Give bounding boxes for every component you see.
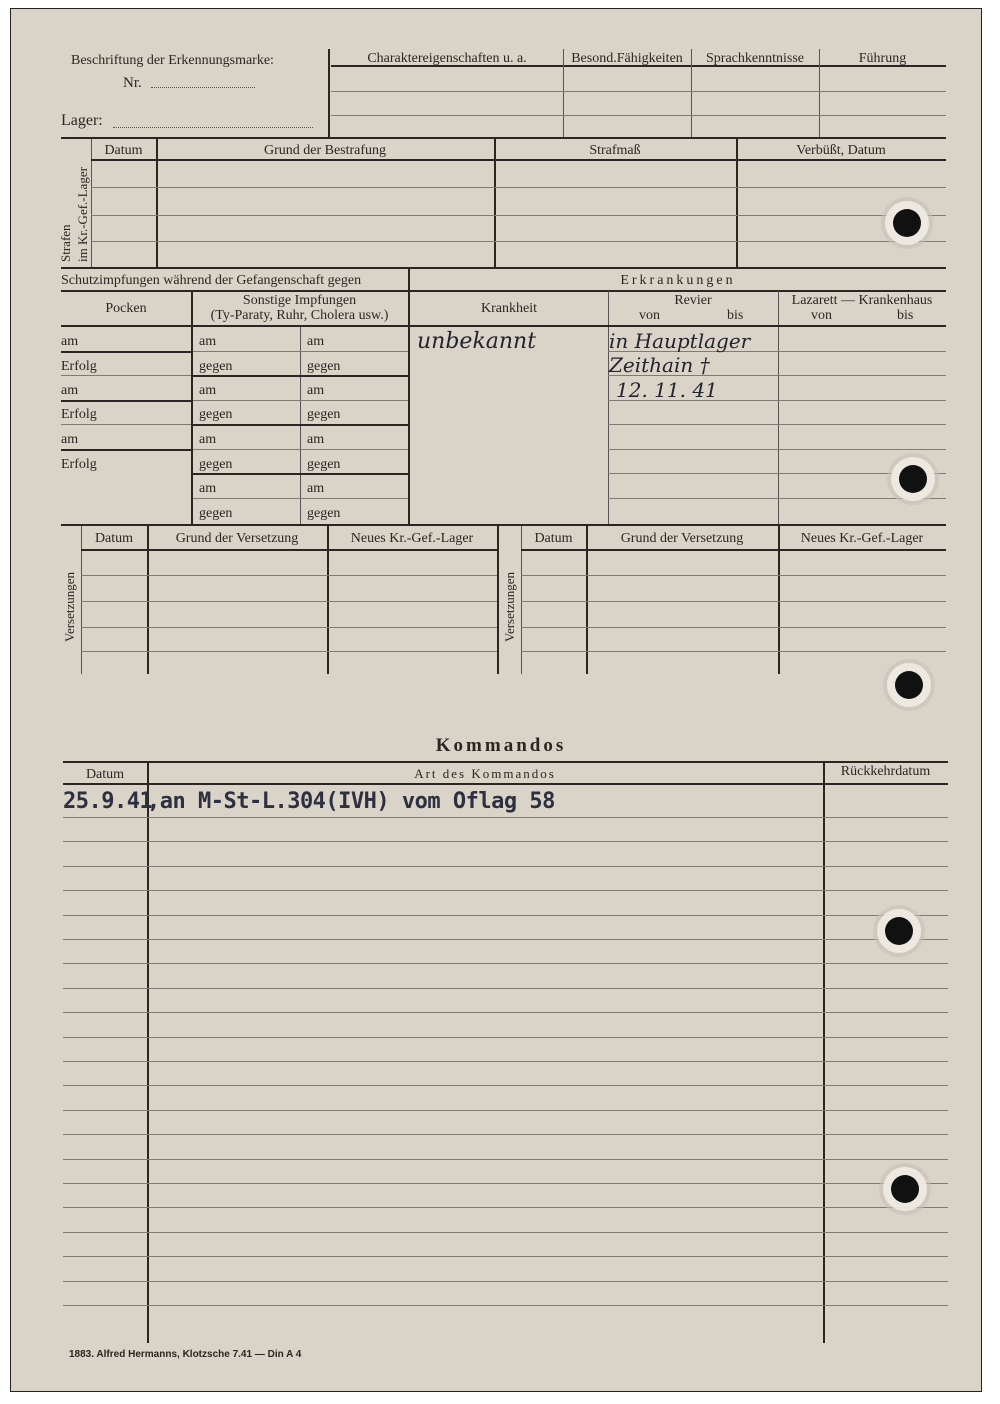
- pocken-erfolg: Erfolg: [61, 457, 97, 472]
- kommandos-row-line: [63, 1134, 948, 1135]
- header-line: [410, 290, 946, 292]
- versetzungen-side-label-left: Versetzungen: [62, 571, 77, 642]
- versetzung-datum-header: Datum: [94, 531, 134, 546]
- fuehrung-header: Führung: [858, 51, 907, 66]
- kommandos-row-line: [63, 866, 948, 867]
- kommandos-row-line: [63, 963, 948, 964]
- row-line: [81, 601, 497, 602]
- kommandos-row-line: [63, 841, 948, 842]
- krankheit-header: Krankheit: [481, 301, 537, 316]
- nr-label: Nr.: [123, 75, 142, 91]
- punch-hole: [885, 917, 913, 945]
- revier-header: Revier: [674, 293, 712, 308]
- charakter-header: Charaktereigenschaften u. a.: [367, 51, 527, 66]
- top-divider: [328, 49, 330, 137]
- rueckkehr-header: Rückkehrdatum: [840, 764, 931, 779]
- pocken-erfolg: Erfolg: [61, 359, 97, 374]
- versetzung-neues-header-2: Neues Kr.-Gef.-Lager: [800, 531, 924, 546]
- pocken-header: Pocken: [105, 301, 147, 316]
- lager-dots: [113, 127, 313, 128]
- row-line: [61, 351, 191, 353]
- sonstige-gegen: gegen: [307, 506, 341, 521]
- printer-imprint: 1883. Alfred Hermanns, Klotzsche 7.41 — Din A 4: [69, 1349, 302, 1360]
- pocken-am: am: [61, 334, 79, 349]
- sonstige-am: am: [307, 383, 325, 398]
- row-line: [608, 498, 946, 499]
- row-line: [608, 424, 946, 425]
- sonstige-gegen: gegen: [199, 506, 233, 521]
- lazarett-von: von: [811, 308, 832, 323]
- sonstige-am: am: [199, 481, 217, 496]
- faehigkeiten-header: Besond.Fähigkeiten: [571, 51, 683, 66]
- kommandos-row-line: [63, 988, 948, 989]
- versetzung-neues-header: Neues Kr.-Gef.-Lager: [350, 531, 474, 546]
- row-line: [193, 424, 408, 426]
- row-line: [91, 241, 946, 242]
- header-line: [81, 549, 497, 551]
- strafen-side-label-2: im Kr.-Gef.-Lager: [75, 167, 90, 262]
- kommandos-title: Kommandos: [435, 735, 567, 756]
- row-line: [61, 400, 191, 402]
- row-line: [331, 115, 946, 116]
- row-line: [521, 651, 946, 652]
- revier-entry-line3: 12. 11. 41: [616, 378, 718, 402]
- row-line: [193, 473, 408, 475]
- strafen-side-label: Strafen: [58, 224, 73, 262]
- versetzung-grund-header: Grund der Versetzung: [175, 531, 299, 546]
- kommandos-row-line: [63, 939, 948, 940]
- header-line: [63, 761, 948, 763]
- sonstige-gegen: gegen: [307, 457, 341, 472]
- pow-record-card: [10, 8, 982, 1392]
- sonstige-gegen: gegen: [199, 359, 233, 374]
- section-divider: [61, 137, 946, 139]
- lazarett-header: Lazarett — Krankenhaus: [791, 293, 933, 308]
- kommandos-row-line: [63, 915, 948, 916]
- row-line: [521, 601, 946, 602]
- header-line: [521, 549, 946, 551]
- header-line: [61, 290, 408, 292]
- header-line: [63, 783, 948, 785]
- punch-hole: [891, 1175, 919, 1203]
- pocken-am: am: [61, 432, 79, 447]
- sonstige-am: am: [199, 334, 217, 349]
- revier-entry-line2: Zeithain †: [609, 353, 710, 377]
- revier-von: von: [639, 308, 660, 323]
- sonstige-am: am: [307, 481, 325, 496]
- kommandos-art-header: Art des Kommandos: [414, 766, 556, 781]
- kommandos-row-line: [63, 1183, 948, 1184]
- row-line: [193, 498, 408, 499]
- lazarett-bis: bis: [897, 308, 914, 323]
- strafmass-header: Strafmaß: [589, 143, 641, 158]
- sonstige-am: am: [199, 383, 217, 398]
- row-line: [81, 651, 497, 652]
- header-line: [410, 325, 946, 327]
- col-line: [497, 526, 499, 674]
- row-line: [331, 91, 946, 92]
- section-divider: [61, 267, 946, 269]
- punch-hole: [899, 465, 927, 493]
- row-line: [608, 473, 946, 474]
- nr-dots: [151, 87, 255, 88]
- sonstige-gegen: gegen: [307, 407, 341, 422]
- lager-label: Lager:: [61, 112, 103, 129]
- punch-hole: [893, 209, 921, 237]
- row-line: [61, 375, 191, 376]
- impfungen-title: Schutzimpfungen während der Gefangenschaft gegen: [61, 273, 362, 288]
- row-line: [61, 424, 191, 425]
- header-line: [91, 159, 946, 161]
- row-line: [193, 375, 408, 377]
- strafen-datum-header: Datum: [104, 143, 143, 158]
- versetzung-datum-header-2: Datum: [534, 531, 573, 546]
- header-line: [61, 325, 408, 327]
- row-line: [521, 627, 946, 628]
- strafen-grund-header: Grund der Bestrafung: [263, 143, 387, 158]
- kommandos-row-line: [63, 817, 948, 818]
- section-divider: [61, 524, 946, 526]
- kommando-entry-datum: 25.9.41: [63, 789, 153, 814]
- kommandos-datum-header: Datum: [85, 767, 125, 782]
- kommandos-row-line: [63, 1281, 948, 1282]
- pocken-am: am: [61, 383, 79, 398]
- revier-entry-line1: in Hauptlager: [609, 329, 751, 353]
- kommandos-row-line: [63, 1110, 948, 1111]
- verbuesst-header: Verbüßt, Datum: [796, 143, 886, 158]
- row-line: [193, 351, 408, 352]
- punch-hole: [895, 671, 923, 699]
- row-line: [81, 627, 497, 628]
- kommandos-row-line: [63, 1159, 948, 1160]
- kommandos-row-line: [63, 1012, 948, 1013]
- row-line: [81, 575, 497, 576]
- sonstige-am: am: [307, 432, 325, 447]
- kommandos-row-line: [63, 1232, 948, 1233]
- versetzungen-side-label-right: Versetzungen: [502, 571, 517, 642]
- sonstige-subheader: (Ty-Paraty, Ruhr, Cholera usw.): [210, 308, 389, 323]
- kommando-entry-text: ,an M-St-L.304(IVH) vom Oflag 58: [147, 789, 555, 814]
- sonstige-gegen: gegen: [307, 359, 341, 374]
- row-line: [91, 215, 946, 216]
- sonstige-gegen: gegen: [199, 457, 233, 472]
- row-line: [91, 187, 946, 188]
- sonstige-header: Sonstige Impfungen: [242, 293, 357, 308]
- row-line: [193, 400, 408, 401]
- row-line: [193, 449, 408, 450]
- revier-bis: bis: [727, 308, 744, 323]
- sonstige-am: am: [199, 432, 217, 447]
- sonstige-gegen: gegen: [199, 407, 233, 422]
- sprachen-header: Sprachkenntnisse: [706, 51, 804, 66]
- kommandos-row-line: [63, 1085, 948, 1086]
- sonstige-am: am: [307, 334, 325, 349]
- pocken-erfolg: Erfolg: [61, 407, 97, 422]
- kommandos-row-line: [63, 1037, 948, 1038]
- versetzung-grund-header-2: Grund der Versetzung: [620, 531, 744, 546]
- row-line: [608, 449, 946, 450]
- row-line: [521, 575, 946, 576]
- kommandos-row-line: [63, 890, 948, 891]
- erkrankungen-title: Erkrankungen: [620, 273, 736, 288]
- kommandos-row-line: [63, 1207, 948, 1208]
- krankheit-entry: unbekannt: [417, 329, 537, 354]
- kommandos-row-line: [63, 1256, 948, 1257]
- kommandos-row-line: [63, 1061, 948, 1062]
- kommandos-row-line: [63, 1305, 948, 1306]
- row-line: [61, 449, 191, 451]
- erkennungsmarke-label: Beschriftung der Erkennungsmarke:: [71, 53, 274, 68]
